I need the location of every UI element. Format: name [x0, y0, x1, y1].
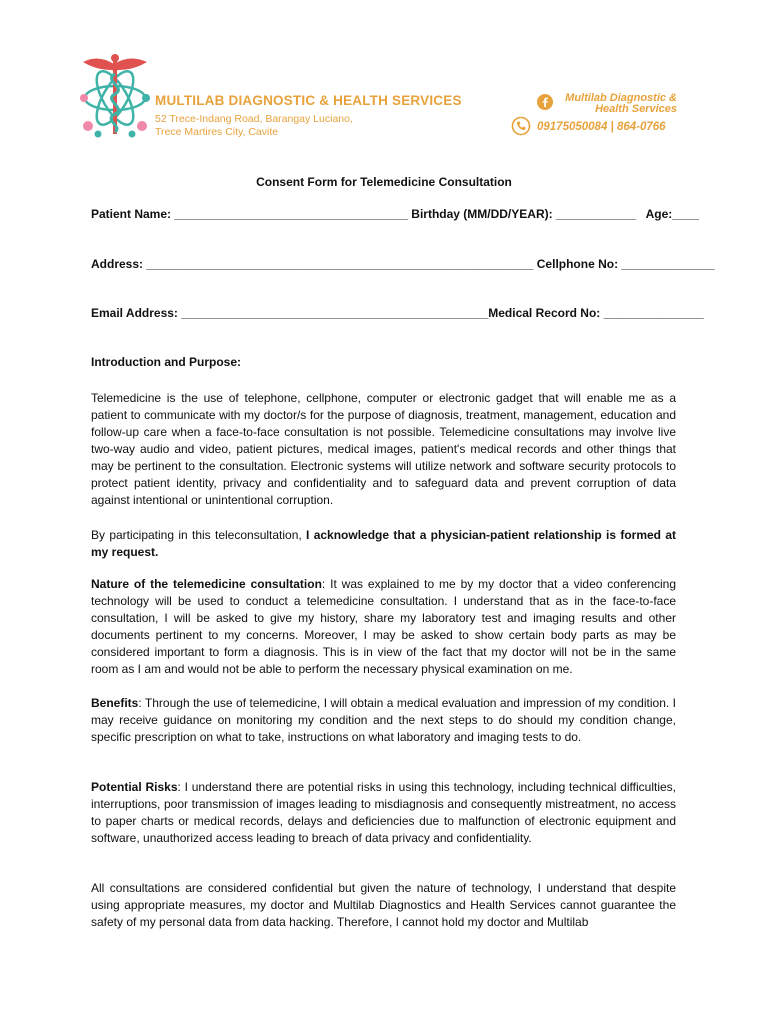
facebook-line-2: Health Services: [595, 103, 677, 115]
address-row: Address: __________________________________________________________ Cellphone No: ______________: [91, 257, 715, 271]
address-line-2: Trece Martires City, Cavite: [155, 126, 279, 138]
introduction-paragraph: Telemedicine is the use of telephone, cellphone, computer or electronic gadget that will enable me as a patient to communicate with my doctor/s for the purpose of diagnosis, treatment, management, education and follow-up care when a face-to-face consultation is not possible. Telemedicine consultations may involve live two-way audio and video, patient pictures, medical images, patient's medical records and other things that may be pertinent to the consultation. Electronic systems will utilize network and software security protocols to protect patient identity, privacy and confidentiality and to safeguard data and prevent corruption of data against intentional or unintentional corruption.: [91, 391, 676, 507]
caduceus-logo-icon: [78, 48, 152, 140]
email-row: Email Address: ______________________________________________Medical Record No: _______________: [91, 306, 704, 320]
organization-address: [155, 113, 353, 139]
acknowledgement-lead: By participating in this teleconsultation,: [91, 528, 307, 542]
introduction-heading: Introduction and Purpose:: [91, 355, 241, 369]
patient-info-row: Patient Name: ___________________________________ Birthday (MM/DD/YEAR): ____________ Age:____: [91, 207, 699, 221]
nature-label: Nature of the telemedicine consultation: [91, 577, 322, 591]
acknowledgement-statement: I acknowledge that a physician-patient relationship is formed at my request.: [91, 528, 676, 559]
risks-label: Potential Risks: [91, 780, 178, 794]
facebook-line-1: Multilab Diagnostic &: [565, 92, 677, 104]
facebook-page-name: [563, 93, 677, 115]
organization-name: MULTILAB DIAGNOSTIC & HEALTH SERVICES: [155, 93, 462, 108]
nature-text: : It was explained to me by my doctor that a video conferencing technology will be used to conduct a telemedicine consultation. I understand that as in the face-to-face consultation, I will be asked to give my history, share my laboratory test and imaging results and other documents pertinent to my concerns. Moreover, I may be asked to show certain body parts as may be considered important to form a diagnosis. This is in view of the fact that my doctor will not be in the same room as I am and would not be able to perform the necessary physical examination on me.: [91, 577, 677, 676]
acknowledgement-paragraph: [91, 527, 676, 561]
nature-paragraph: [91, 576, 676, 678]
form-title: Consent Form for Telemedicine Consultation: [256, 175, 512, 189]
address-line-1: 52 Trece-Indang Road, Barangay Luciano,: [155, 113, 353, 125]
risks-paragraph: [91, 779, 676, 847]
facebook-icon: [537, 94, 553, 110]
benefits-text: : Through the use of telemedicine, I will obtain a medical evaluation and impression of my condition. I may receive guidance on monitoring my condition and the next steps to do should my condition change, specific prescription on what to take, instructions on what laboratory and imaging tests to do.: [91, 696, 676, 744]
benefits-paragraph: [91, 695, 676, 746]
letterhead: [0, 0, 768, 150]
confidentiality-paragraph: All consultations are considered confidential but given the nature of technology, I understand that despite using appropriate measures, my doctor and Multilab Diagnostics and Health Services cannot guarantee the safety of my personal data from data hacking. Therefore, I cannot hold my doctor and Multilab: [91, 881, 676, 929]
benefits-label: Benefits: [91, 696, 139, 710]
phone-icon: [511, 116, 531, 136]
risks-text: : I understand there are potential risks in using this technology, including technical difficulties, interruptions, poor transmission of images leading to misdiagnosis and consequently mistreatment, no access to paper charts or medical records, delays and deficiencies due to malfunction of electronic equipment and software, unauthorized access leading to breach of data privacy and confidentiality.: [91, 780, 676, 845]
contact-phone-numbers: 09175050084 | 864-0766: [537, 121, 666, 133]
